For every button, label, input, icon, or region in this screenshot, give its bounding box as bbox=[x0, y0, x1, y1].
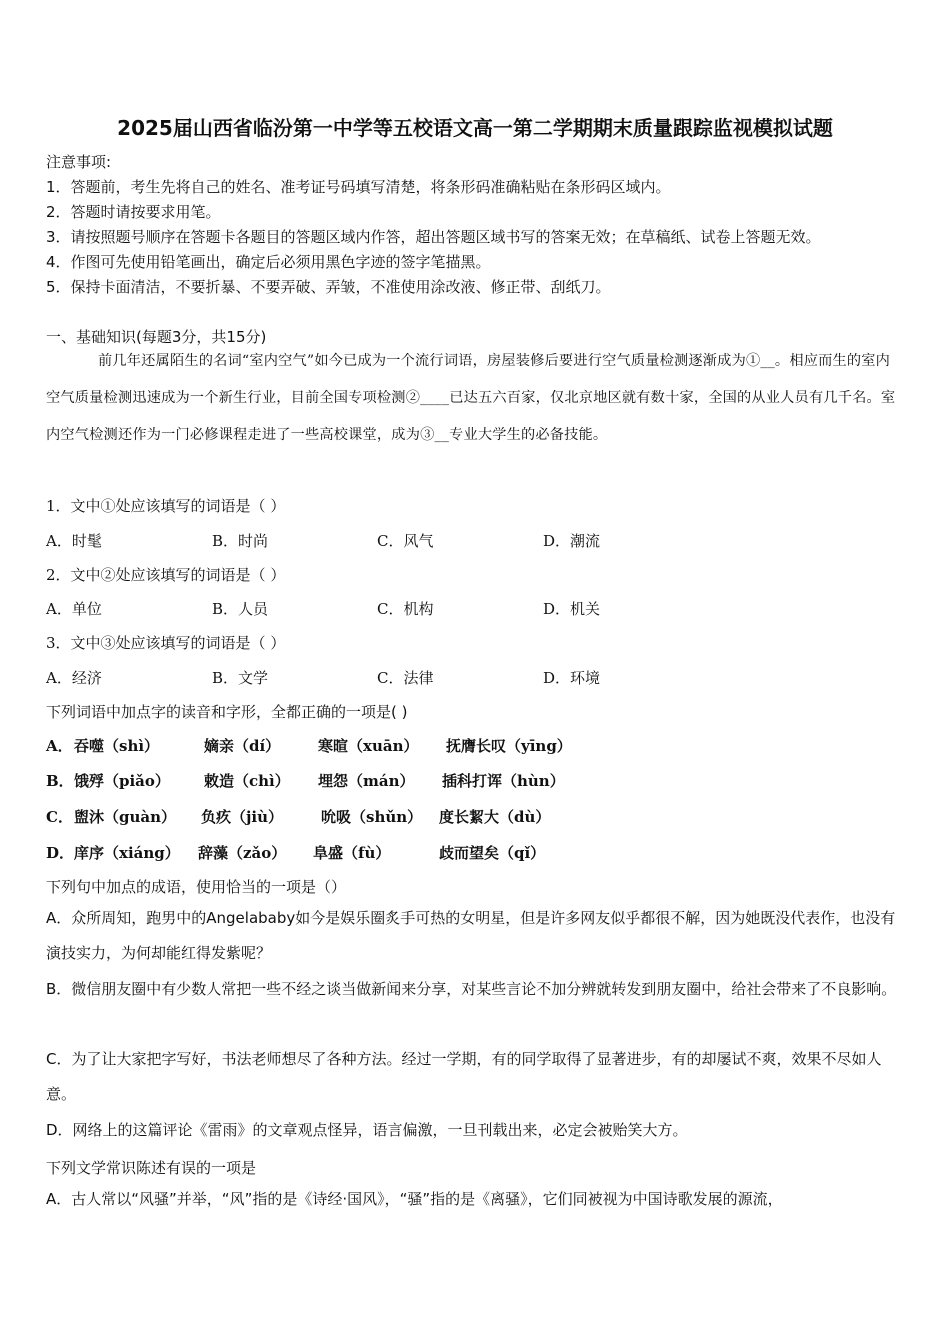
option-b: B．文学 bbox=[212, 669, 269, 687]
notice-heading: 注意事项: bbox=[46, 153, 112, 171]
question-stem: 下列词语中加点字的读音和字形，全都正确的一项是( ) bbox=[46, 703, 408, 721]
word-item: 阜盛（fù） bbox=[313, 844, 391, 862]
option-c: C．风气 bbox=[377, 532, 434, 550]
word-item: 吮吸（shǔn） bbox=[321, 808, 423, 826]
row-label: B． bbox=[46, 772, 74, 790]
word-item: 负疚（jiù） bbox=[201, 808, 284, 826]
word-item: 插科打诨（hùn） bbox=[442, 772, 565, 790]
notice-item: 4．作图可先使用铅笔画出，确定后必须用黑色字迹的签字笔描黑。 bbox=[46, 253, 491, 271]
word-item: 埋怨（mán） bbox=[318, 772, 415, 790]
option-b: B．微信朋友圈中有少数人常把一些不经之谈当做新闻来分享，对某些言论不加分辨就转发到朋友圈中，给社会带来了不良影响。 bbox=[46, 980, 897, 998]
word-item: 吞噬（shì） bbox=[74, 737, 160, 755]
question-stem: 2．文中②处应该填写的词语是（ ） bbox=[46, 566, 286, 584]
option-c: C．机构 bbox=[377, 600, 434, 618]
word-item: 庠序（xiáng） bbox=[74, 844, 180, 862]
row-label: A． bbox=[46, 737, 73, 755]
word-item: 嫡亲（dí） bbox=[204, 737, 281, 755]
option-a: A．时髦 bbox=[46, 532, 102, 550]
word-item: 辞藻（zǎo） bbox=[198, 844, 287, 862]
option-c: C．为了让大家把字写好，书法老师想尽了各种方法。经过一学期，有的同学取得了显著进步，有的却屡试不爽，效果不尽如人意。 bbox=[46, 1050, 882, 1103]
row-label: D． bbox=[46, 844, 75, 862]
word-item: 盥沐（guàn） bbox=[74, 808, 177, 826]
word-item: 寒暄（xuān） bbox=[318, 737, 419, 755]
word-item: 抚膺长叹（yīng） bbox=[446, 737, 572, 755]
option-c: C．法律 bbox=[377, 669, 434, 687]
passage: 前几年还属陌生的名词“室内空气”如今已成为一个流行词语，房屋装修后要进行空气质量检测逐渐成为①__。相应而生的室内空气质量检测迅速成为一个新生行业，目前全国专项检测②____已达五六百家，仅北京地区就有数十家，全国的从业人员有几千名。室内空气检测还作为一门必修课程走进了一些高校课堂，成为③__专业大学生的必备技能。 bbox=[46, 353, 896, 443]
word-item: 度长絜大（dù） bbox=[439, 808, 551, 826]
question-stem: 1．文中①处应该填写的词语是（ ） bbox=[46, 497, 286, 515]
option-a: A．单位 bbox=[46, 600, 102, 618]
option-b: B．时尚 bbox=[212, 532, 269, 550]
question-stem: 下列文学常识陈述有误的一项是 bbox=[46, 1159, 257, 1177]
option-a: A．众所周知，跑男中的Angelababy如今是娱乐圈炙手可热的女明星，但是许多网友似乎都很不解，因为她既没代表作，也没有演技实力，为何却能红得发紫呢？ bbox=[46, 909, 896, 962]
word-item: 歧而望矣（qǐ） bbox=[439, 844, 546, 862]
option-a: A．经济 bbox=[46, 669, 102, 687]
option-b: B．人员 bbox=[212, 600, 269, 618]
word-item: 敕造（chì） bbox=[204, 772, 290, 790]
page-title: 2025届山西省临汾第一中学等五校语文高一第二学期期末质量跟踪监视模拟试题 bbox=[117, 116, 833, 140]
row-label: C． bbox=[46, 808, 73, 826]
option-d: D．环境 bbox=[543, 669, 601, 687]
notice-item: 5．保持卡面清洁，不要折暴、不要弄破、弄皱，不准使用涂改液、修正带、刮纸刀。 bbox=[46, 278, 611, 296]
notice-item: 3．请按照题号顺序在答题卡各题目的答题区域内作答，超出答题区域书写的答案无效；在草稿纸、试卷上答题无效。 bbox=[46, 228, 821, 246]
option-a: A．古人常以“风骚”并举，“风”指的是《诗经·国风》，“骚”指的是《离骚》，它们同被视为中国诗歌发展的源流， bbox=[46, 1190, 783, 1208]
notice-item: 2．答题时请按要求用笔。 bbox=[46, 203, 221, 221]
question-stem: 3．文中③处应该填写的词语是（ ） bbox=[46, 634, 286, 652]
question-stem: 下列句中加点的成语，使用恰当的一项是（） bbox=[46, 878, 347, 896]
section-heading: 一、基础知识(每题3分，共15分) bbox=[46, 328, 267, 346]
option-d: D．机关 bbox=[543, 600, 601, 618]
word-item: 饿殍（piǎo） bbox=[74, 772, 170, 790]
option-d: D．网络上的这篇评论《雷雨》的文章观点怪异，语言偏激，一旦刊载出来，必定会被贻笑大方。 bbox=[46, 1121, 688, 1139]
option-d: D．潮流 bbox=[543, 532, 601, 550]
notice-item: 1．答题前，考生先将自己的姓名、准考证号码填写清楚，将条形码准确粘贴在条形码区域内。 bbox=[46, 178, 671, 196]
